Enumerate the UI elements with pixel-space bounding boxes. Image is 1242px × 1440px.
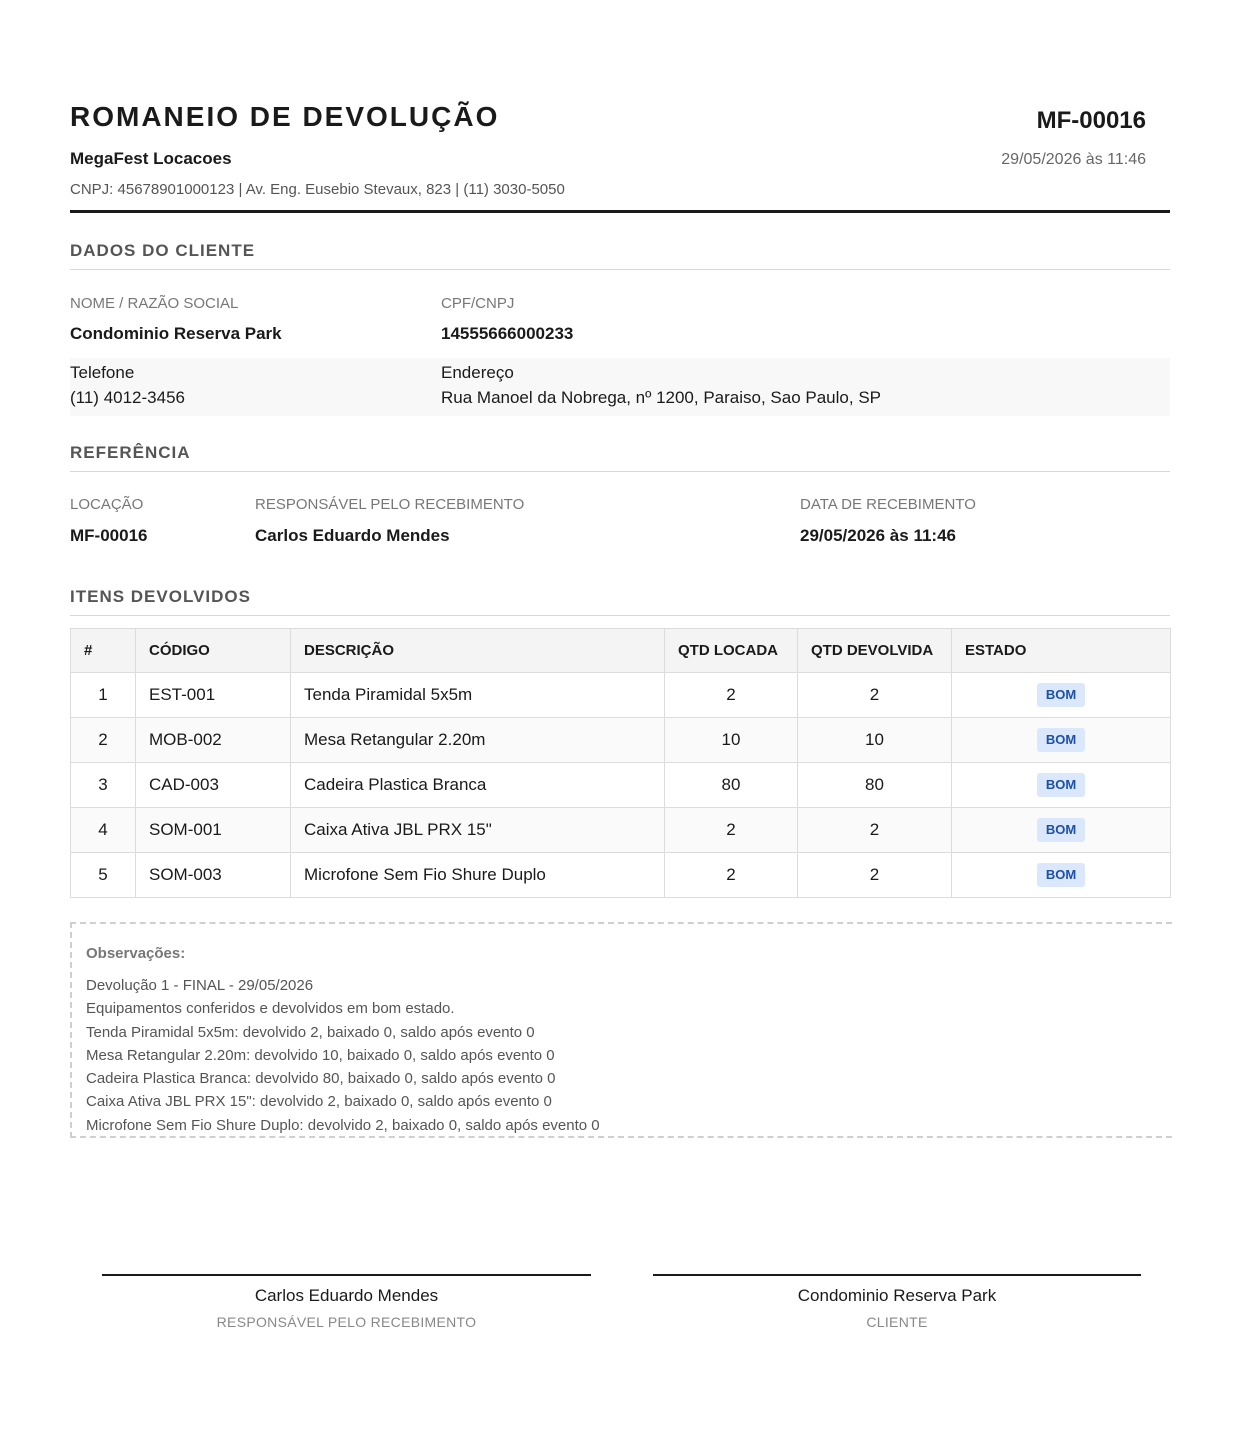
item-qty-returned: 80 (798, 763, 952, 808)
notes-lines (86, 974, 600, 1137)
receipt-date-label: DATA DE RECEBIMENTO (800, 496, 976, 513)
item-qty-returned: 2 (798, 853, 952, 898)
signature-name: Condominio Reserva Park (797, 1286, 997, 1305)
signature-role: RESPONSÁVEL PELO RECEBIMENTO (216, 1314, 477, 1330)
item-qty-rented: 10 (665, 718, 798, 763)
item-description: Microfone Sem Fio Shure Duplo (291, 853, 665, 898)
client-phone: (11) 4012-3456 (70, 388, 185, 407)
item-number: 4 (71, 808, 136, 853)
document-number: MF-00016 (1036, 107, 1146, 134)
signature-line (653, 1274, 1141, 1276)
rental-label: LOCAÇÃO (70, 496, 144, 513)
note-line: Cadeira Plastica Branca: devolvido 80, baixado 0, saldo após evento 0 (86, 1070, 556, 1088)
table-row (71, 808, 1171, 853)
table-row (71, 718, 1171, 763)
item-qty-rented: 2 (665, 808, 798, 853)
header-divider (70, 210, 1170, 213)
signature-client (653, 1274, 1141, 1331)
state-badge: BOM (1037, 683, 1085, 707)
signature-receiver (102, 1274, 591, 1331)
item-state (952, 808, 1171, 853)
item-description: Caixa Ativa JBL PRX 15" (291, 808, 665, 853)
receiver-name: Carlos Eduardo Mendes (255, 526, 450, 545)
state-badge: BOM (1037, 863, 1085, 887)
item-state (952, 673, 1171, 718)
client-address: Rua Manoel da Nobrega, nº 1200, Paraiso, Sao Paulo, SP (441, 388, 881, 407)
table-row (71, 673, 1171, 718)
client-doc: 14555666000233 (441, 324, 574, 343)
item-description: Cadeira Plastica Branca (291, 763, 665, 808)
item-number: 3 (71, 763, 136, 808)
company-name: MegaFest Locacoes (70, 149, 232, 168)
column-header-state: ESTADO (952, 629, 1171, 673)
state-badge: BOM (1037, 773, 1085, 797)
notes-title: Observações: (86, 945, 186, 962)
state-badge: BOM (1037, 728, 1085, 752)
client-doc-label: CPF/CNPJ (441, 295, 515, 312)
item-state (952, 853, 1171, 898)
item-number: 5 (71, 853, 136, 898)
document-date: 29/05/2026 às 11:46 (1001, 151, 1146, 168)
notes-box (70, 922, 1172, 1138)
item-qty-returned: 2 (798, 673, 952, 718)
items-table (70, 628, 1171, 898)
receiver-label: RESPONSÁVEL PELO RECEBIMENTO (255, 496, 525, 513)
signature-name: Carlos Eduardo Mendes (254, 1286, 439, 1305)
item-code: EST-001 (136, 673, 291, 718)
document-title: ROMANEIO DE DEVOLUÇÃO (70, 101, 500, 132)
item-state (952, 763, 1171, 808)
item-code: MOB-002 (136, 718, 291, 763)
item-code: SOM-003 (136, 853, 291, 898)
state-badge: BOM (1037, 818, 1085, 842)
items-section-title: ITENS DEVOLVIDOS (70, 587, 1170, 616)
item-number: 1 (71, 673, 136, 718)
item-code: CAD-003 (136, 763, 291, 808)
receipt-date: 29/05/2026 às 11:46 (800, 526, 956, 545)
column-header-description: DESCRIÇÃO (291, 629, 665, 673)
rental-number: MF-00016 (70, 526, 148, 545)
column-header-code: CÓDIGO (136, 629, 291, 673)
client-phone-label: Telefone (70, 363, 135, 382)
item-description: Tenda Piramidal 5x5m (291, 673, 665, 718)
item-qty-rented: 2 (665, 673, 798, 718)
note-line: Equipamentos conferidos e devolvidos em bom estado. (86, 1000, 455, 1018)
item-description: Mesa Retangular 2.20m (291, 718, 665, 763)
signature-line (102, 1274, 591, 1276)
client-section-title: DADOS DO CLIENTE (70, 241, 1170, 270)
item-state (952, 718, 1171, 763)
item-number: 2 (71, 718, 136, 763)
item-qty-rented: 2 (665, 853, 798, 898)
item-qty-returned: 2 (798, 808, 952, 853)
column-header-qty-rented: QTD LOCADA (665, 629, 798, 673)
column-header-number: # (71, 629, 136, 673)
note-line: Caixa Ativa JBL PRX 15": devolvido 2, baixado 0, saldo após evento 0 (86, 1093, 552, 1111)
item-code: SOM-001 (136, 808, 291, 853)
client-name-label: NOME / RAZÃO SOCIAL (70, 295, 239, 312)
signature-role: CLIENTE (866, 1314, 928, 1330)
reference-section-title: REFERÊNCIA (70, 443, 1170, 472)
note-line: Devolução 1 - FINAL - 29/05/2026 (86, 977, 314, 994)
company-info: CNPJ: 45678901000123 | Av. Eng. Eusebio Stevaux, 823 | (11) 3030-5050 (70, 181, 565, 198)
client-name: Condominio Reserva Park (70, 324, 282, 343)
note-line: Tenda Piramidal 5x5m: devolvido 2, baixado 0, saldo após evento 0 (86, 1023, 535, 1041)
item-qty-returned: 10 (798, 718, 952, 763)
item-qty-rented: 80 (665, 763, 798, 808)
table-header-row (71, 629, 1171, 673)
client-address-label: Endereço (441, 363, 514, 382)
note-line: Microfone Sem Fio Shure Duplo: devolvido 2, baixado 0, saldo após evento 0 (86, 1116, 600, 1134)
column-header-qty-returned: QTD DEVOLVIDA (798, 629, 952, 673)
table-row (71, 853, 1171, 898)
table-row (71, 763, 1171, 808)
note-line: Mesa Retangular 2.20m: devolvido 10, baixado 0, saldo após evento 0 (86, 1046, 555, 1064)
